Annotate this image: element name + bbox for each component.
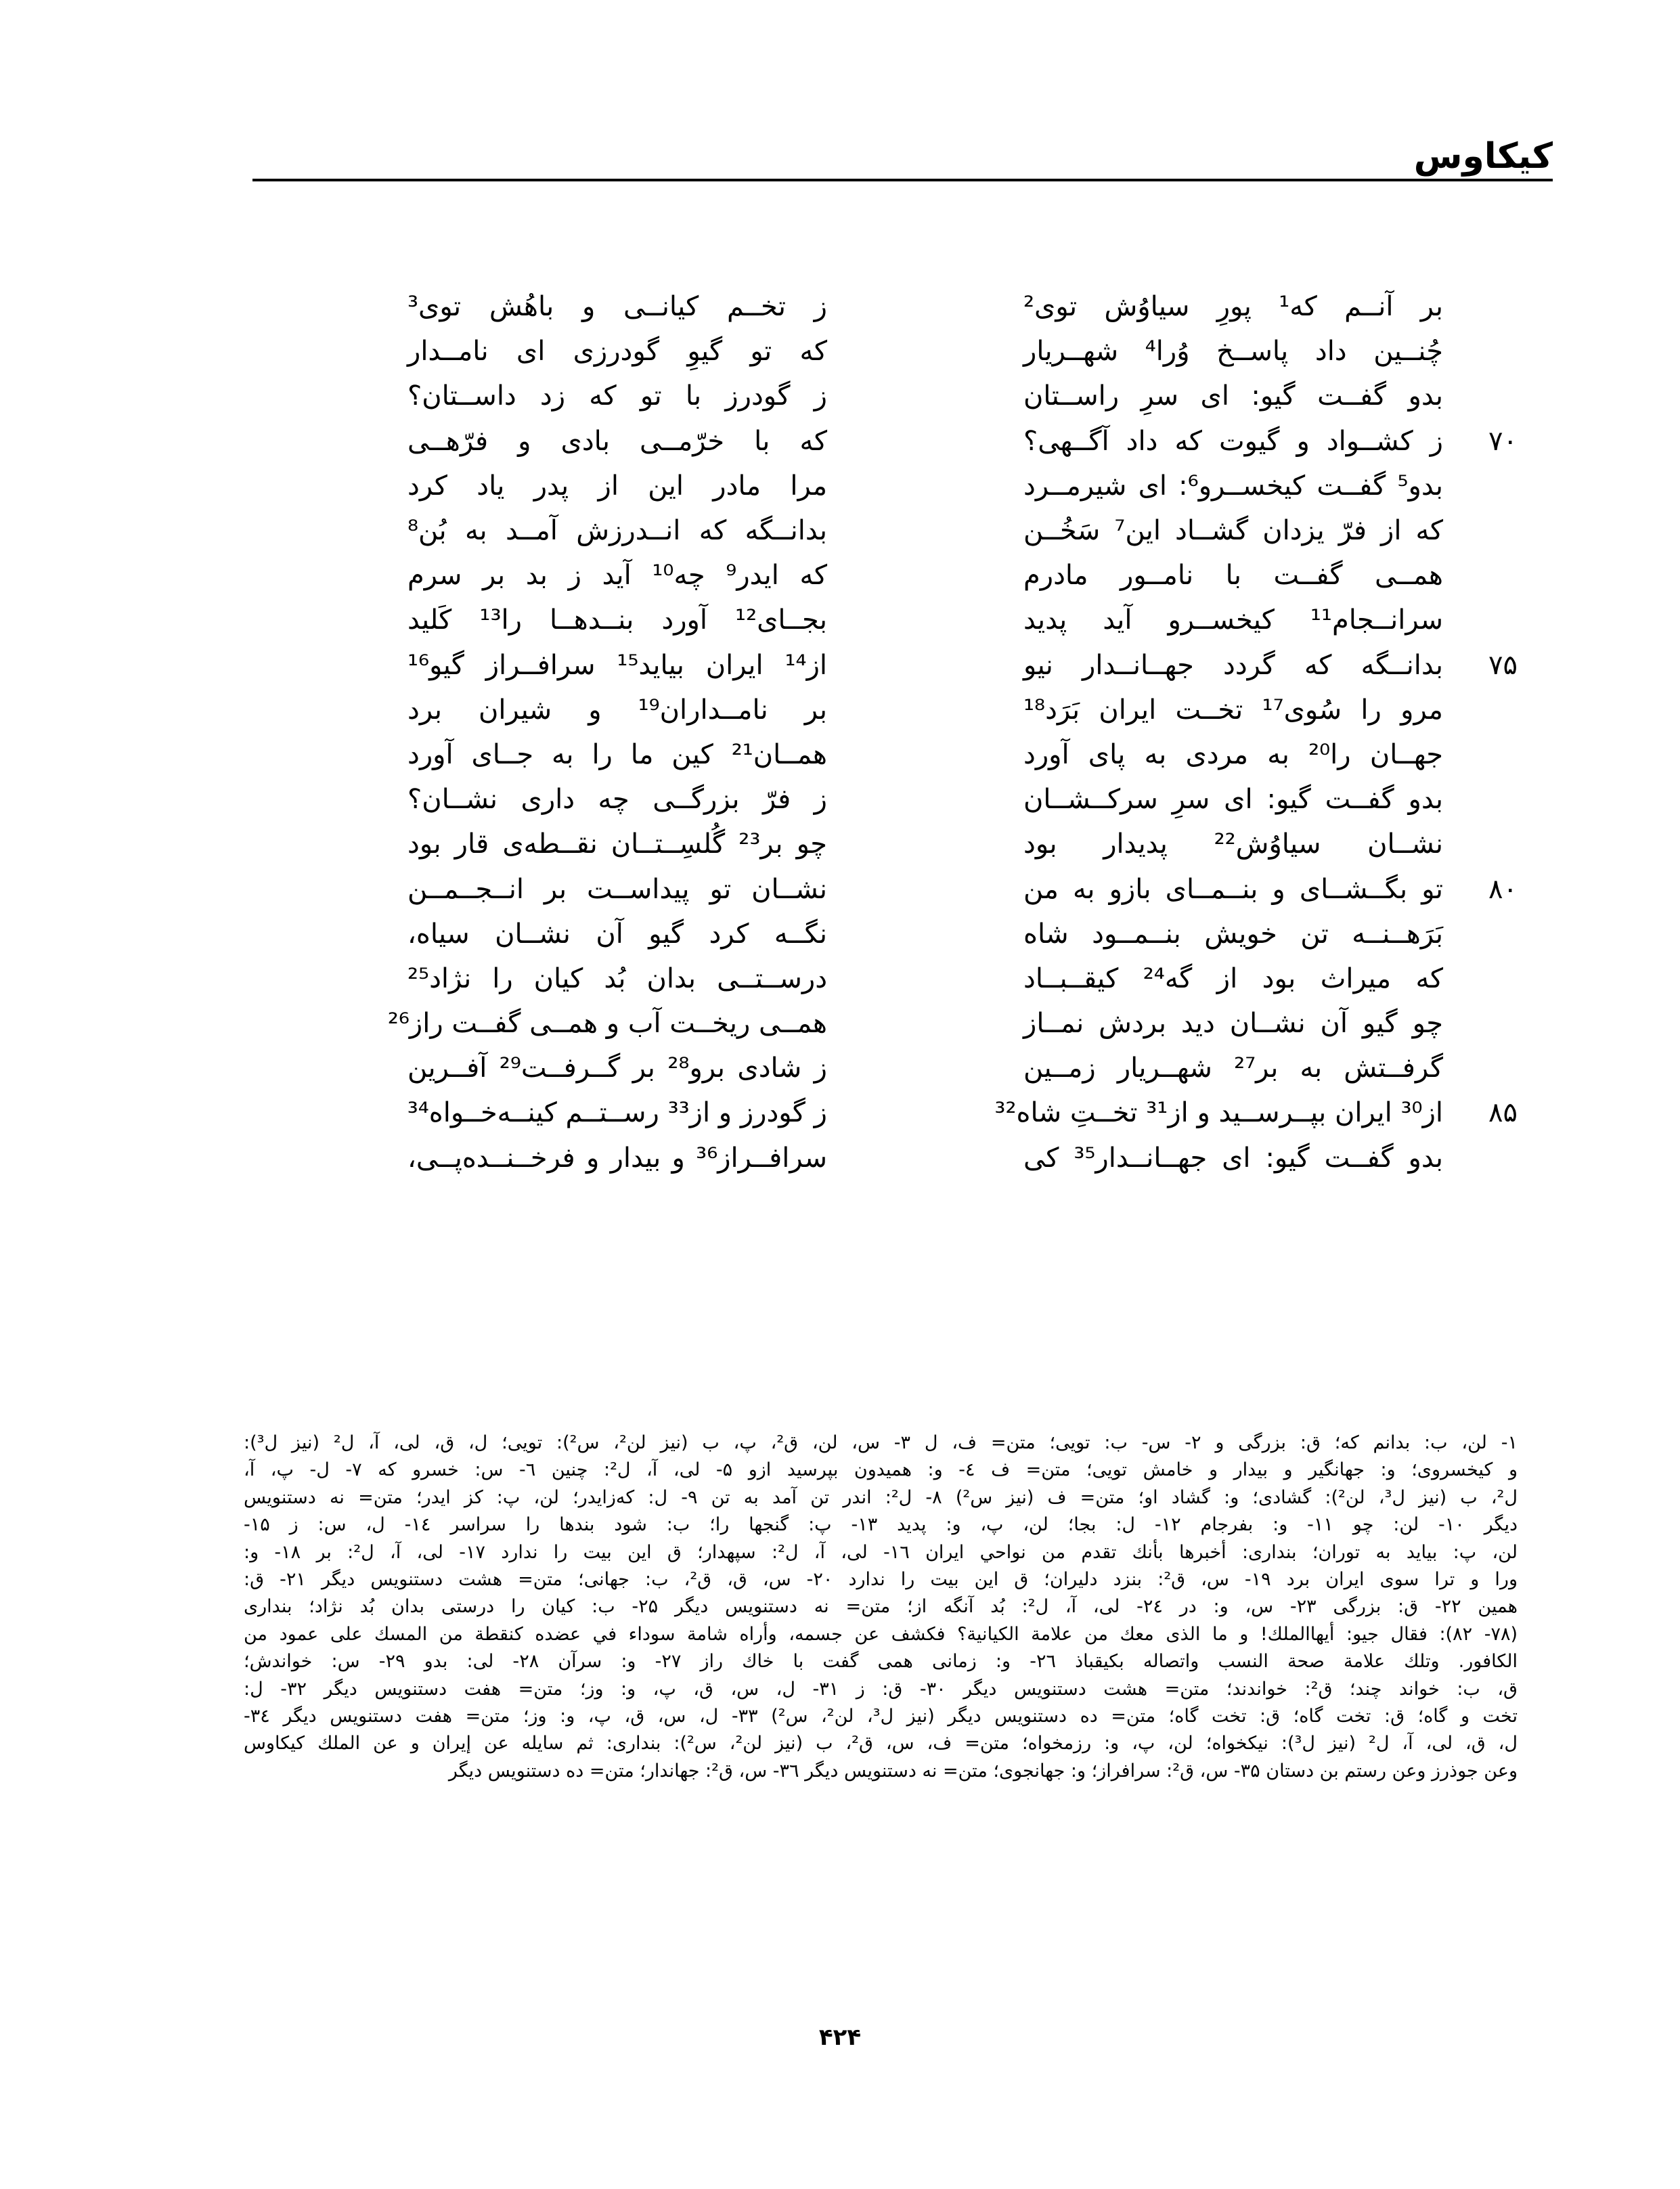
footnote-line: و کیخسروی؛ و: جهانگیر و بیدار و خامش تویی؛ متن= ف ٤- و: همیدون بپرسید ازو ۵- لی، آ، ل²: چنین ٦- س: خسرو که ۷- ل- پ، آ، — [244, 1459, 1518, 1481]
verse-row — [325, 508, 1518, 553]
footnote-line: ل²، ب (نیز ل³، لن²): گشادی؛ و: گشاد او؛ متن= ف (نیز س²) ۸- ل²: اندر تن آمد به تن ۹- ل: که‌زایدر؛ لن، پ: کز ایدر؛ متن= نه دستنویس — [244, 1486, 1518, 1508]
hemistich-first: همــی گفــت با نامــور مادرم — [1023, 560, 1443, 592]
footnote-line: لن، پ: بیاید به توران؛ بنداری: أخبرها بأنك تقدم من نواحي ايران ۱٦- لی، آ، ل²: سپهدار؛ ق این بیت را ندارد ۱۷- لی، آ، ل²: بر ۱۸- و: — [244, 1541, 1518, 1563]
footnote-line: ق، ب: خواند چند؛ ق²: خواندند؛ متن= هشت دستنویس دیگر ۳۰- ق: ز ۳۱- ل، س، ق، پ، و: وز؛ متن= هفت دستنویس دیگر ۳۲- ل: — [244, 1678, 1518, 1700]
hemistich-first: نشــان سیاوُش²² پدیدار بود — [1023, 828, 1444, 860]
verse-row — [325, 1001, 1518, 1046]
verse-row — [325, 598, 1518, 642]
verse-row — [325, 822, 1518, 866]
hemistich-second: بجــای¹² آورد بنــدهــا را¹³ کَلید — [407, 604, 827, 636]
hemistich-second: بدانــگه که انــدرزش آمــد به بُن⁸ — [407, 515, 827, 547]
hemistich-second: ز تخــم کیانــی و باهُش توی³ — [407, 291, 827, 323]
footnote-line: دیگر ۱۰- لن: چو ۱۱- و: بفرجام ۱۲- ل: بجا؛ لن، پ، و: پدید ۱۳- پ: گنجها را؛ ب: شود بندها را سراسر ١٤- ل، س: ز ۱۵- — [244, 1514, 1518, 1536]
verse-number: ۸۰ — [1488, 873, 1518, 905]
verse-row — [325, 553, 1518, 598]
hemistich-second: ز گودرز با تو که زد داســتان؟ — [407, 380, 827, 412]
hemistich-second: همــان²¹ کین ما را به جــای آورد — [407, 738, 827, 770]
hemistich-second: چو بر²³ گُلسِــتــان نقــطه‌ی قار بود — [407, 828, 827, 860]
verse-row — [325, 1046, 1518, 1090]
hemistich-second: که ایدر⁹ چه¹⁰ آید ز بد بر سرم — [407, 560, 828, 592]
hemistich-second: درســتــی بدان بُد کیان را نژاد²⁵ — [407, 963, 827, 994]
hemistich-second: نشــان تو پیداســت بر انــجــمــن — [407, 873, 827, 905]
hemistich-first: مرو را سُوی¹⁷ تخــت ایران بَرَد¹⁸ — [1023, 694, 1443, 726]
footnote-line: ل، ق، لی، آ، ل² (نیز ل³): نیکخواه؛ لن، پ، و: رزمخواه؛ متن= ف، س، ق²، ب (نیز لن²، س²): بنداری: ثم سايله عن إيران و عن الملك كيكاوس — [244, 1733, 1518, 1754]
hemistich-first: بدانــگه که گردد جهــانــدار نیو — [1023, 649, 1443, 681]
verse-row — [325, 912, 1518, 956]
verse-row — [325, 329, 1518, 374]
verse-row — [325, 688, 1518, 732]
verse-row — [325, 374, 1518, 418]
hemistich-second: که تو گیوِ گودرزی ای نامــدار — [407, 336, 827, 368]
hemistich-first: گرفــتش به بر²⁷ شهــریار زمــین — [1023, 1053, 1443, 1084]
hemistich-second: که با خرّمــی بادی و فرّهــی — [407, 425, 827, 457]
verse-row — [325, 777, 1518, 822]
footnotes-block — [244, 1430, 1518, 1785]
verse-row — [325, 419, 1518, 464]
hemistich-first: از³⁰ ایران بپــرســید و از³¹ تخــتِ شاه³² — [994, 1097, 1443, 1129]
hemistich-first: که میراث بود از گه²⁴ کیقــبــاد — [1023, 963, 1443, 994]
hemistich-first: جهــان را²⁰ به مردی به پای آورد — [1023, 738, 1443, 770]
hemistich-first: بدو گفــت گیو: ای سرِ سرکــشــان — [1023, 784, 1443, 816]
hemistich-first: بَرَهــنــه تن خویش بنــمــود شاه — [1023, 918, 1443, 950]
hemistich-first: سرانــجام¹¹ کیخســرو آید پدید — [1023, 604, 1443, 636]
verse-number: ۸۵ — [1488, 1097, 1518, 1129]
hemistich-second: ز فرّ بزرگــی چه داری نشــان؟ — [407, 784, 827, 816]
hemistich-first: تو بگــشــای و بنــمــای بازو به من — [1023, 873, 1443, 905]
verse-row — [325, 1090, 1518, 1135]
hemistich-first: که از فرّ یزدان گشــاد این⁷ سَخُــن — [1023, 515, 1443, 547]
hemistich-first: بدو⁵ گفــت کیخســرو⁶: ای شیرمــرد — [1023, 470, 1443, 502]
hemistich-second: سرافــراز³⁶ و بیدار و فرخــنــده‌پــی، — [407, 1142, 827, 1174]
hemistich-second: مرا مادر این از پدر یاد کرد — [407, 470, 827, 502]
hemistich-second: بر نامــداران¹⁹ و شیران برد — [407, 694, 828, 726]
footnote-line: همین ۲۲- ق: بزرگی ۲۳- س، و: در ۲٤- لی، آ، ل²: بُد آنگه از؛ متن= نه دستنویس دیگر ۲۵- ب: کیان را درستی بدان بُد نژاد؛ بنداری — [244, 1596, 1518, 1618]
footnote-line: الكافور. وتلك علامة صحة النسب واتصاله بكيقباذ ۲٦- و: زمانی همی گفت با خاك راز ۲۷- و: سرآن ۲۸- لی: بدو ۲۹- س: خواندش؛ — [244, 1651, 1518, 1673]
footnote-line: (۷۸- ۸۲): فقال جيو: أيهاالملك! و ما الذى معك من علامة الكيانية؟ فكشف عن جسمه، وأراه شامة سوداء في عضده كنقطة من المسك على عمود من — [244, 1623, 1518, 1645]
hemistich-second: ز گودرز و از³³ رســتــم کینــه‌خــواه³⁴ — [407, 1097, 827, 1129]
hemistich-second: ز شادی برو²⁸ بر گــرفــت²⁹ آفــرین — [407, 1053, 827, 1084]
verse-row — [325, 866, 1518, 911]
verse-row — [325, 1136, 1518, 1180]
verse-row — [325, 464, 1518, 508]
hemistich-first: چُنــین داد پاســخ وُرا⁴ شهــریار — [1023, 336, 1443, 368]
footnote-line: ورا و ترا سوی ایران برد ۱۹- س، ق²: بنزد دلیران؛ ق این بیت را ندارد ۲۰- س، ق، ق²، ب: جهانی؛ متن= هشت دستنویس دیگر ۲۱- ق: — [244, 1568, 1518, 1590]
hemistich-second: همــی ریخــت آب و همــی گفــت راز²⁶ — [387, 1008, 827, 1040]
hemistich-first: بدو گفــت گیو: ای جهــانــدار³⁵ کی — [1023, 1142, 1443, 1174]
verse-number: ۷۰ — [1488, 425, 1518, 457]
hemistich-second: از¹⁴ ایران بیاید¹⁵ سرافــراز گیو¹⁶ — [407, 649, 827, 681]
header-rule — [252, 179, 1553, 181]
hemistich-first: چو گیو آن نشــان دید بردش نمــاز — [1023, 1008, 1443, 1040]
hemistich-first: بدو گفــت گیو: ای سرِ راســتان — [1023, 380, 1443, 412]
footnote-line: ۱- لن، ب: بدانم که؛ ق: بزرگی و ۲- س- ب: تویی؛ متن= ف، ل ۳- س، لن، ق²، پ، ب (نیز لن²، س²): تویی؛ ل، ق، لی، آ، ل² (نیز ل³): — [244, 1432, 1518, 1453]
hemistich-second: نگــه کرد گیو آن نشــان سیاه، — [407, 918, 827, 950]
footnote-line: وعن جوذرز وعن رستم بن دستان ۳۵- س، ق²: سرافراز؛ و: جهانجوی؛ متن= نه دستنویس دیگر ۳٦- س، ق²: جهاندار؛ متن= ده دستنویس دیگر — [448, 1760, 1518, 1782]
hemistich-first: بر آنــم که¹ پورِ سیاوُش توی² — [1023, 291, 1443, 323]
verse-number: ۷۵ — [1488, 649, 1518, 681]
verse-row — [325, 284, 1518, 329]
page-number: ۴۲۴ — [818, 2024, 862, 2051]
verse-block — [325, 284, 1518, 1180]
running-head-title: کیکاوس — [1413, 136, 1553, 177]
footnote-line: تخت و گاه؛ ق: تخت گاه؛ ق: تخت گاه؛ متن= ده دستنویس دیگر (نیز ل³، لن²، س²) ۳۳- ل، س، ق، پ، و: وز؛ متن= هفت دستنویس دیگر ۳٤- — [244, 1705, 1518, 1727]
hemistich-first: ز کشــواد و گیوت که داد آگــهی؟ — [1023, 425, 1443, 457]
verse-row — [325, 956, 1518, 1001]
verse-row — [325, 643, 1518, 688]
verse-row — [325, 732, 1518, 777]
